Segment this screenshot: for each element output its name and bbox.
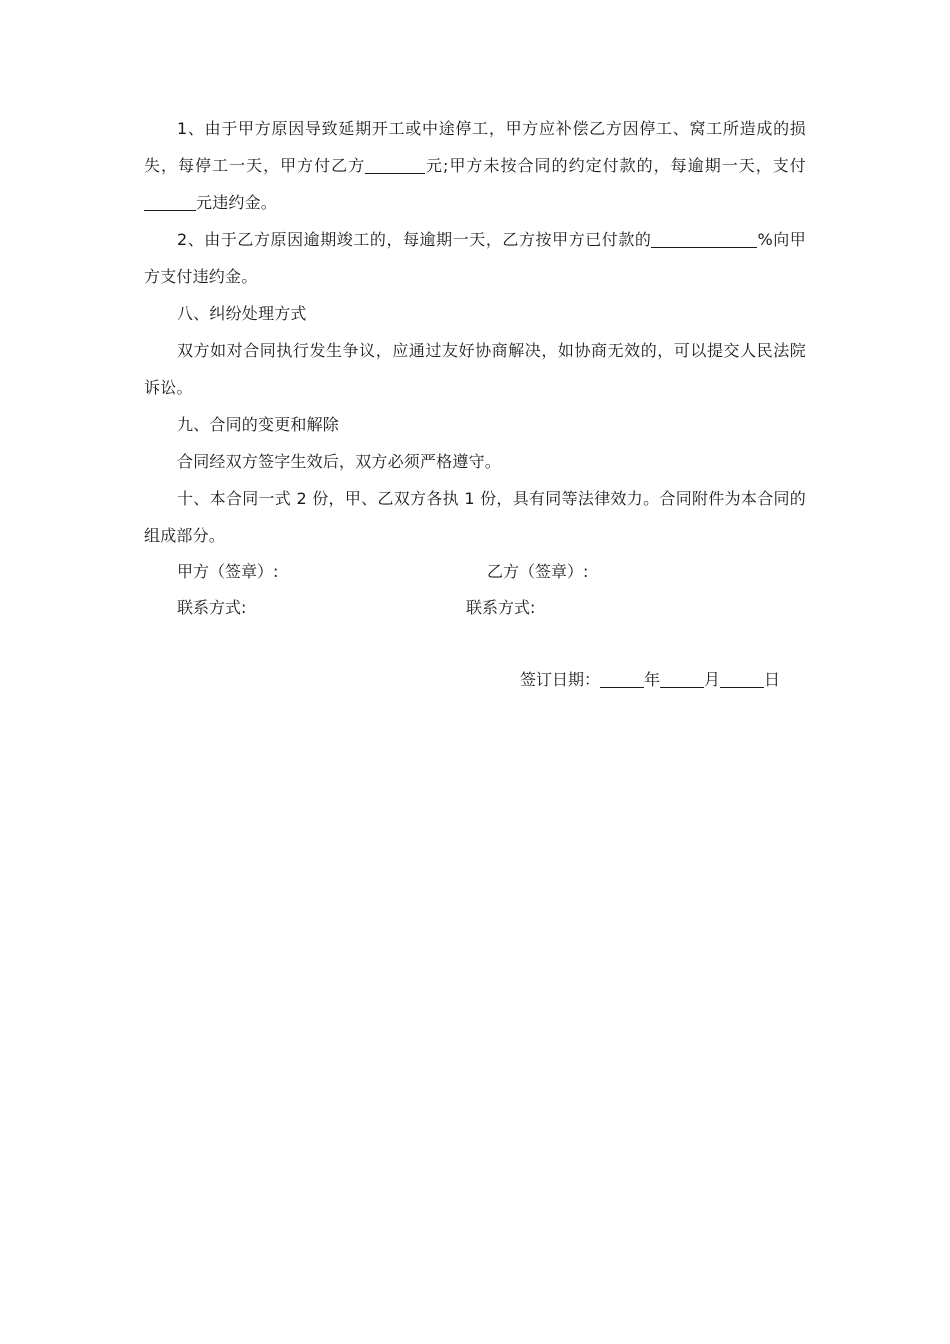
clause-1 [144,110,806,221]
clause-1-text-b: 元;甲方未按合同的约定付款的，每逾期一天，支付 [425,156,806,175]
party-b-contact-label: 联系方式: [466,598,536,617]
clause-1-text-a: 1、由于甲方原因导致延期开工或中途停工，甲方应补偿乙方因停工、窝工所造成的损失，每停工一天，甲方付乙方 [144,119,806,175]
clause-1-text-c: 元违约金。 [196,193,278,212]
party-b-seal-label: 乙方（签章）: [487,562,589,581]
day-label: 日 [764,670,781,689]
sign-date-row [144,662,806,698]
section-9-body: 合同经双方签字生效后，双方必须严格遵守。 [177,452,502,471]
year-label: 年 [644,670,661,689]
blank-late-payment-penalty [144,190,196,211]
contact-row [144,590,806,626]
section-8-title: 八、纠纷处理方式 [177,304,307,323]
section-10-body: 十、本合同一式 2 份，甲、乙双方各执 1 份，具有同等法律效力。合同附件为本合同的组成部分。 [144,489,806,545]
blank-year [600,667,644,688]
sign-date [520,662,780,698]
party-a-seal-label: 甲方（签章）: [177,562,279,581]
blank-month [660,667,704,688]
month-label: 月 [704,670,721,689]
section-8-body: 双方如对合同执行发生争议，应通过友好协商解决，如协商无效的，可以提交人民法院诉讼。 [144,341,806,397]
blank-penalty-percent [651,227,757,248]
clause-2-text-b: %向甲方支付违约金。 [144,230,806,286]
clause-2 [144,221,806,295]
signature-row [144,554,806,590]
contract-document [144,110,806,698]
sign-date-label: 签订日期： [520,670,601,689]
clause-2-text-a: 2、由于乙方原因逾期竣工的，每逾期一天，乙方按甲方已付款的 [177,230,652,249]
blank-daily-compensation [365,153,425,174]
section-9-title: 九、合同的变更和解除 [177,415,340,434]
party-a-contact-label: 联系方式: [177,598,247,617]
blank-day [720,667,764,688]
